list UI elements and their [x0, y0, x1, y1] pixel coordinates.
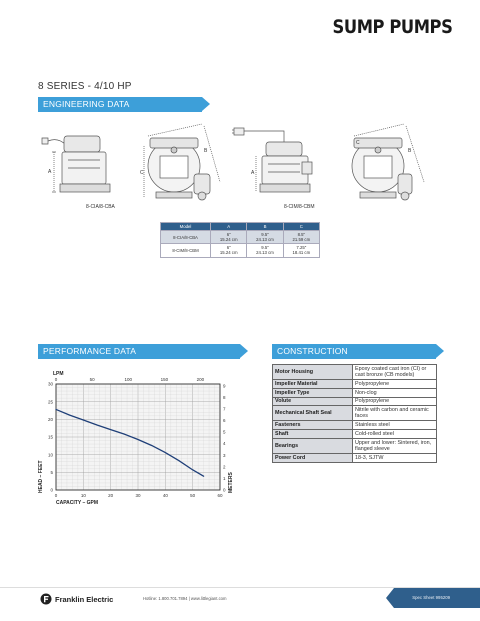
dim-label-a: A — [251, 170, 255, 176]
engineering-data-heading: ENGINEERING DATA — [43, 99, 130, 109]
x2-tick-label: 100 — [124, 377, 132, 382]
construction-label: Motor Housing — [273, 365, 353, 380]
y2-tick-label: 7 — [223, 406, 226, 412]
dim-label-a: A — [48, 169, 52, 175]
x-tick-label: 0 — [54, 493, 58, 498]
construction-row — [273, 397, 437, 406]
construction-label: Impeller Type — [273, 388, 353, 397]
franklin-electric-logo — [40, 593, 113, 605]
table-row — [161, 231, 320, 244]
x2-axis-label: LPM — [53, 371, 64, 377]
table-cell: 9.5" 24.13 cm — [247, 244, 283, 257]
spec-sheet-number: Spec Sheet 995209 — [412, 595, 450, 600]
diagram-caption-right: 8-CIM/8-CBM — [284, 204, 315, 210]
x-tick-label: 60 — [217, 493, 223, 498]
construction-value: Non-clog — [353, 388, 437, 397]
construction-value: Cold-rolled steel — [353, 430, 437, 439]
performance-chart-svg — [30, 364, 245, 514]
table-header: B — [247, 223, 283, 231]
performance-data-heading: PERFORMANCE DATA — [43, 346, 137, 356]
dim-label-b: B — [204, 148, 208, 154]
construction-value: 18-3, SJTW — [353, 453, 437, 462]
table-cell: 7.25" 18.41 cm — [283, 244, 319, 257]
x-tick-label: 10 — [80, 493, 86, 498]
dim-label-b: B — [408, 148, 412, 154]
performance-chart — [30, 364, 245, 519]
construction-row — [273, 421, 437, 430]
x2-tick-label: 200 — [196, 377, 205, 382]
construction-band — [272, 344, 444, 359]
construction-heading: CONSTRUCTION — [277, 346, 348, 356]
page-header-title: SUMP PUMPS — [332, 16, 452, 38]
y-tick-label: 10 — [47, 452, 53, 458]
dim-label-c: C — [140, 170, 144, 176]
dim-label-c: C — [356, 140, 360, 146]
franklin-logo-icon — [40, 593, 52, 605]
construction-value: Upper and lower: Sintered, iron, flanged sleeve — [353, 438, 437, 453]
construction-value: Epoxy coated cast iron (CI) or cast bronze (CB models) — [353, 365, 437, 380]
construction-label: Mechanical Shaft Seal — [273, 406, 353, 421]
y2-tick-label: 3 — [223, 452, 226, 458]
series-title: 8 SERIES - 4/10 HP — [38, 81, 132, 92]
construction-label: Volute — [273, 397, 353, 406]
construction-row — [273, 406, 437, 421]
construction-row — [273, 438, 437, 453]
y-tick-label: 15 — [47, 434, 53, 440]
construction-row — [273, 453, 437, 462]
table-header: Model — [161, 223, 211, 231]
y2-tick-label: 5 — [223, 429, 226, 435]
construction-row — [273, 388, 437, 397]
x-tick-label: 50 — [190, 493, 196, 498]
pump-diagram-right — [232, 122, 432, 212]
y2-axis-label: METERS — [228, 472, 234, 493]
table-cell: 8-CIM/8-CBM — [161, 244, 211, 257]
hotline-text: Hotline: 1.800.701.7894 | www.littlegiant.com — [143, 596, 227, 601]
table-cell: 6" 15.24 cm — [211, 231, 247, 244]
x2-tick-label: 50 — [89, 377, 95, 382]
y2-tick-label: 8 — [223, 394, 226, 400]
construction-table — [272, 364, 437, 463]
y2-tick-label: 1 — [223, 476, 226, 482]
y-tick-label: 25 — [47, 399, 53, 405]
construction-label: Power Cord — [273, 453, 353, 462]
construction-label: Impeller Material — [273, 380, 353, 389]
pump-diagram-left — [38, 122, 228, 212]
y-axis-label: HEAD – FEET — [38, 460, 44, 493]
x-axis-label: CAPACITY – GPM — [56, 500, 99, 506]
x2-tick-label: 150 — [160, 377, 169, 382]
dimension-table — [160, 222, 320, 258]
x-tick-label: 40 — [162, 493, 168, 498]
construction-label: Bearings — [273, 438, 353, 453]
y2-tick-label: 6 — [223, 418, 226, 424]
table-cell: 8.5" 21.59 cm — [283, 231, 319, 244]
diagram-caption-left: 8-CIA/8-CBA — [86, 204, 115, 210]
y-tick-label: 5 — [50, 469, 53, 475]
construction-label: Fasteners — [273, 421, 353, 430]
construction-row — [273, 430, 437, 439]
y-tick-label: 0 — [50, 487, 53, 493]
brand-name: Franklin Electric — [55, 594, 114, 604]
construction-value: Polypropylene — [353, 380, 437, 389]
y2-tick-label: 9 — [223, 383, 226, 389]
table-header: C — [283, 223, 319, 231]
construction-row — [273, 365, 437, 380]
construction-label: Shaft — [273, 430, 353, 439]
y2-tick-label: 0 — [223, 487, 226, 493]
x2-tick-label: 0 — [54, 377, 58, 382]
construction-row — [273, 380, 437, 389]
table-cell: 8-CIA/8-CBA — [161, 231, 211, 244]
x-tick-label: 30 — [135, 493, 141, 498]
y-tick-label: 30 — [47, 381, 53, 387]
x-tick-label: 20 — [108, 493, 114, 498]
table-cell: 6" 15.24 cm — [211, 244, 247, 257]
engineering-data-band — [38, 97, 210, 112]
construction-value: Nitrile with carbon and ceramic faces — [353, 406, 437, 421]
construction-value: Stainless steel — [353, 421, 437, 430]
table-row — [161, 244, 320, 257]
table-header: A — [211, 223, 247, 231]
spec-sheet-band — [386, 588, 480, 608]
y-tick-label: 20 — [47, 416, 53, 422]
y2-tick-label: 2 — [223, 464, 226, 470]
performance-data-band — [38, 344, 248, 359]
table-cell: 9.5" 24.13 cm — [247, 231, 283, 244]
construction-value: Polypropylene — [353, 397, 437, 406]
y2-tick-label: 4 — [223, 441, 226, 447]
